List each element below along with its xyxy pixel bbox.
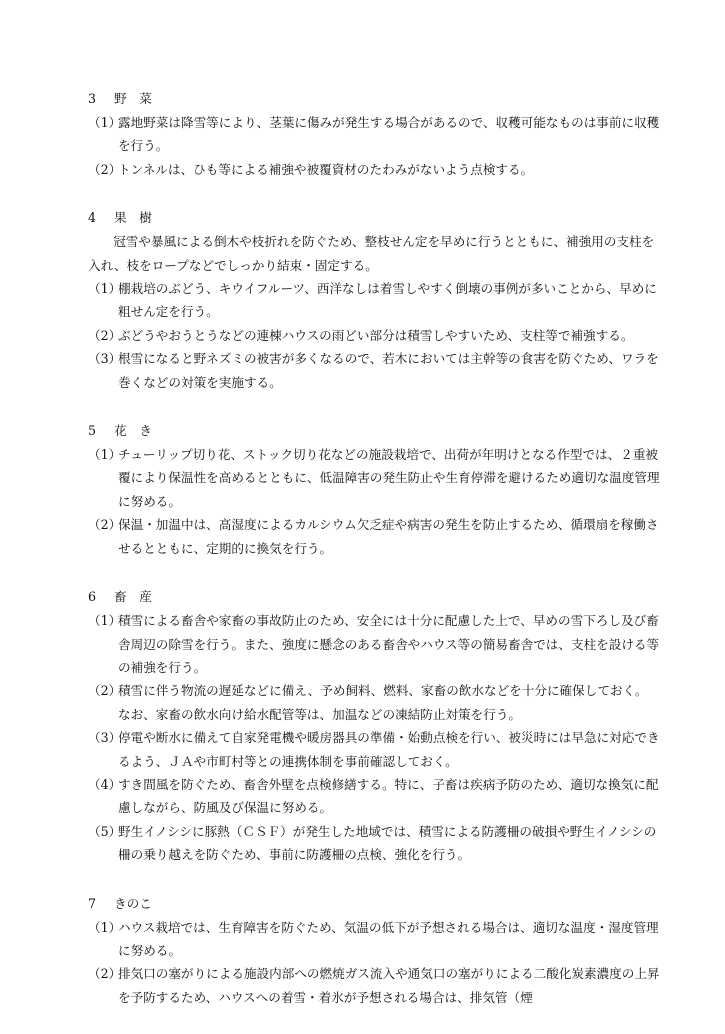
list-item	[88, 513, 660, 560]
section-mushrooms	[88, 892, 660, 1010]
section-livestock	[88, 585, 660, 866]
item-text: 積雪に伴う物流の遅延などに備え、予め飼料、燃料、家畜の飲水などを十分に確保しておく。なお、家畜の飲水向け給水配管等は、加温などの凍結防止対策を行う。	[118, 683, 648, 722]
item-number: （4）	[88, 776, 122, 792]
list-item	[88, 443, 660, 513]
section-heading	[88, 87, 660, 111]
list-item	[88, 916, 660, 963]
list-item	[88, 347, 660, 394]
section-title: 果 樹	[114, 210, 152, 226]
section-heading	[88, 892, 660, 916]
item-number: （3）	[88, 730, 122, 746]
list-item	[88, 962, 660, 1009]
item-text: ぶどうやおうとうなどの連棟ハウスの雨どい部分は積雪しやすいため、支柱等で補強する。	[118, 327, 634, 343]
list-item	[88, 773, 660, 820]
item-number: （2）	[88, 966, 122, 982]
item-text: 根雪になると野ネズミの被害が多くなるので、若木においては主幹等の食害を防ぐため、ワラを巻くなどの対策を実施する。	[118, 351, 659, 390]
list-item	[88, 820, 660, 867]
section-vegetables	[88, 87, 660, 181]
item-number: （3）	[88, 351, 122, 367]
section-heading	[88, 419, 660, 443]
section-flowers	[88, 419, 660, 560]
section-title: 花 き	[114, 423, 152, 439]
section-number: 7	[88, 895, 97, 911]
item-number: （1）	[88, 115, 122, 130]
section-heading	[88, 585, 660, 609]
item-number: （1）	[88, 919, 122, 935]
section-title: 野 菜	[114, 91, 152, 106]
item-text: ハウス栽培では、生育障害を防ぐため、気温の低下が予想される場合は、適切な温度・湿度管理に努める。	[118, 919, 659, 958]
item-number: （2）	[88, 683, 122, 699]
list-item	[88, 726, 660, 773]
item-number: （5）	[88, 823, 122, 839]
item-text: トンネルは、ひも等による補強や被覆資材のたわみがないよう点検する。	[118, 161, 534, 177]
item-text: チューリップ切り花、ストック切り花などの施設栽培で、出荷が年明けとなる作型では、２重被覆により保温性を高めるとともに、低温障害の発生防止や生育停滞を避けるため適切な温度管理に努める。	[118, 447, 660, 509]
item-text: 保温・加温中は、高湿度によるカルシウム欠乏症や病害の発生を防止するため、循環扇を稼働させるとともに、定期的に換気を行う。	[118, 517, 659, 556]
list-item	[88, 609, 660, 679]
item-text: 棚栽培のぶどう、キウイフルーツ、西洋なしは着雪しやすく倒壊の事例が多いことから、早めに粗せん定を行う。	[118, 281, 657, 320]
list-item	[88, 158, 660, 181]
section-heading	[88, 206, 660, 230]
item-number: （2）	[88, 327, 122, 343]
item-number: （1）	[88, 447, 122, 463]
section-number: 6	[88, 589, 97, 605]
section-number: 4	[88, 210, 97, 226]
document-body	[88, 87, 660, 1034]
item-number: （2）	[88, 517, 122, 533]
list-item	[88, 277, 660, 324]
list-item	[88, 679, 660, 726]
section-title: 畜 産	[114, 589, 152, 605]
section-number: 3	[88, 91, 97, 106]
section-number: 5	[88, 423, 97, 439]
item-text: すき間風を防ぐため、畜舎外壁を点検修繕する。特に、子畜は疾病予防のため、適切な換気に配慮しながら、防風及び保温に努める。	[118, 776, 659, 816]
list-item	[88, 111, 660, 158]
item-number: （1）	[88, 281, 122, 297]
item-text: 野生イノシシに豚熱（ＣＳＦ）が発生した地域では、積雪による防護柵の破損や野生イノシシの柵の乗り越えを防ぐため、事前に防護柵の点検、強化を行う。	[118, 823, 657, 863]
section-title: きのこ	[114, 895, 152, 911]
section-fruit-trees	[88, 206, 660, 394]
section-intro: 冠雪や暴風による倒木や枝折れを防ぐため、整枝せん定を早めに行うとともに、補強用の支柱を入れ、枝をロープなどでしっかり結束・固定する。	[88, 234, 655, 273]
item-text: 排気口の塞がりによる施設内部への燃焼ガス流入や通気口の塞がりによる二酸化炭素濃度の上昇を予防するため、ハウスへの着雪・着氷が予想される場合は、排気管（煙	[118, 966, 660, 1005]
item-text: 露地野菜は降雪等により、茎葉に傷みが発生する場合があるので、収穫可能なものは事前に収穫を行う。	[118, 115, 660, 154]
item-text: 積雪による畜舎や家畜の事故防止のため、安全には十分に配慮した上で、早めの雪下ろし及び畜舎周辺の除雪を行う。また、強度に懸念のある畜舎やハウス等の簡易畜舎では、支柱を設ける等の補強を行う。	[118, 613, 660, 675]
list-item	[88, 324, 660, 347]
item-number: （1）	[88, 613, 122, 629]
item-number: （2）	[88, 161, 122, 177]
item-text: 停電や断水に備えて自家発電機や暖房器具の準備・始動点検を行い、被災時には早急に対応できるよう、ＪＡや市町村等との連携体制を事前確認しておく。	[118, 730, 660, 769]
